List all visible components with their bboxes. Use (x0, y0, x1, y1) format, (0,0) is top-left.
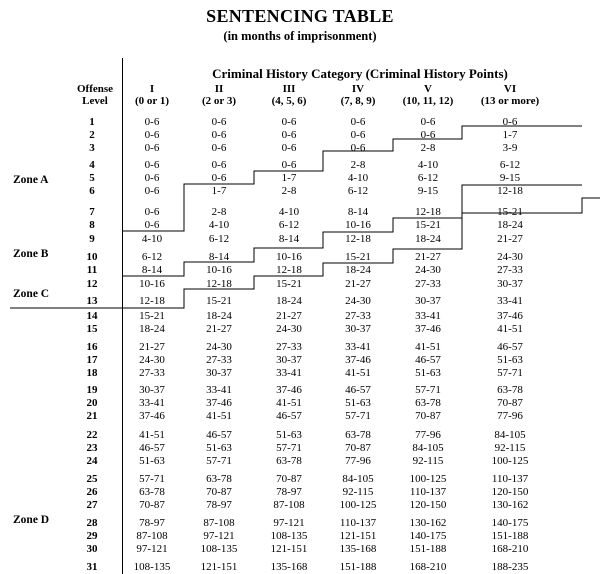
sentence-range-cell: 84-105 (494, 429, 526, 441)
sentence-range-cell: 92-115 (494, 442, 526, 454)
category-points: (0 or 1) (134, 95, 169, 107)
sentence-range-cell: 21-27 (345, 278, 371, 290)
sentence-range-cell: 135-168 (339, 543, 377, 555)
sentence-range-cell: 4-10 (208, 219, 230, 231)
sentence-range-cell: 27-33 (415, 278, 441, 290)
offense-level: 5 (89, 172, 95, 184)
sentence-range-cell: 84-105 (342, 473, 374, 485)
sentence-range-cell: 4-10 (347, 172, 369, 184)
sentence-range-cell: 108-135 (200, 543, 238, 555)
sentence-range-cell: 46-57 (206, 429, 232, 441)
sentence-range-cell: 51-63 (139, 455, 165, 467)
sentence-range-cell: 41-51 (276, 397, 302, 409)
sentence-range-cell: 51-63 (345, 397, 371, 409)
category-roman: VI (503, 83, 517, 95)
sentence-range-cell: 30-37 (206, 367, 232, 379)
offense-level: 2 (89, 129, 95, 141)
sentence-range-cell: 121-151 (339, 530, 377, 542)
sentence-range-cell: 0-6 (350, 142, 366, 154)
sentence-range-cell: 24-30 (415, 264, 441, 276)
sentence-range-cell: 37-46 (415, 323, 441, 335)
sentence-range-cell: 21-27 (415, 251, 441, 263)
sentence-range-cell: 15-21 (276, 278, 302, 290)
sentence-range-cell: 63-78 (497, 384, 523, 396)
sentence-range-cell: 168-210 (409, 561, 447, 573)
sentence-range-cell: 37-46 (276, 384, 302, 396)
sentence-range-cell: 63-78 (139, 486, 165, 498)
sentence-range-cell: 57-71 (276, 442, 302, 454)
sentence-range-cell: 27-33 (345, 310, 371, 322)
category-points: (10, 11, 12) (402, 95, 454, 107)
offense-level-header-line2: Level (82, 95, 108, 107)
sentence-range-cell: 8-14 (141, 264, 163, 276)
sentence-range-cell: 4-10 (417, 159, 439, 171)
sentence-range-cell: 51-63 (276, 429, 302, 441)
sentence-range-cell: 140-175 (491, 517, 529, 529)
sentence-range-cell: 33-41 (415, 310, 441, 322)
category-points: (13 or more) (480, 95, 540, 107)
sentence-range-cell: 27-33 (139, 367, 165, 379)
sentence-range-cell: 78-97 (139, 517, 165, 529)
offense-level: 22 (86, 429, 98, 441)
sentence-range-cell: 6-12 (208, 233, 230, 245)
offense-level: 1 (89, 116, 95, 128)
sentence-range-cell: 63-78 (276, 455, 302, 467)
sentence-range-cell: 0-6 (144, 206, 160, 218)
sentence-range-cell: 41-51 (139, 429, 165, 441)
sentence-range-cell: 0-6 (502, 116, 518, 128)
sentence-range-cell: 15-21 (415, 219, 441, 231)
sentence-range-cell: 63-78 (415, 397, 441, 409)
sentence-range-cell: 70-87 (497, 397, 523, 409)
category-roman: III (282, 83, 296, 95)
sentence-range-cell: 78-97 (276, 486, 302, 498)
sentence-range-cell: 12-18 (276, 264, 302, 276)
zone-b-label: Zone B (13, 248, 49, 260)
sentence-range-cell: 12-18 (345, 233, 371, 245)
sentence-range-cell: 0-6 (420, 129, 436, 141)
sentence-range-cell: 21-27 (276, 310, 302, 322)
category-roman: IV (351, 83, 365, 95)
sentence-range-cell: 3-9 (502, 142, 518, 154)
sentence-range-cell: 0-6 (144, 185, 160, 197)
offense-level: 4 (89, 159, 95, 171)
sentence-range-cell: 77-96 (415, 429, 441, 441)
sentence-range-cell: 33-41 (345, 341, 371, 353)
sentence-range-cell: 87-108 (273, 499, 305, 511)
sentence-range-cell: 46-57 (415, 354, 441, 366)
sentence-range-cell: 8-14 (347, 206, 369, 218)
sentence-range-cell: 41-51 (345, 367, 371, 379)
sentence-range-cell: 121-151 (200, 561, 238, 573)
zone-d-label: Zone D (13, 514, 50, 526)
sentence-range-cell: 10-16 (206, 264, 232, 276)
sentence-range-cell: 135-168 (270, 561, 308, 573)
sentence-range-cell: 108-135 (270, 530, 308, 542)
offense-level: 10 (86, 251, 98, 263)
sentence-range-cell: 37-46 (345, 354, 371, 366)
sentence-range-cell: 77-96 (345, 455, 371, 467)
sentence-range-cell: 21-27 (206, 323, 232, 335)
offense-level: 16 (86, 341, 98, 353)
page-title: SENTENCING TABLE (206, 6, 394, 26)
sentence-range-cell: 8-14 (278, 233, 300, 245)
offense-level: 21 (86, 410, 98, 422)
sentence-range-cell: 87-108 (203, 517, 235, 529)
sentence-range-cell: 33-41 (139, 397, 165, 409)
sentence-range-cell: 151-188 (409, 543, 447, 555)
offense-level: 6 (89, 185, 95, 197)
zone-c-label: Zone C (13, 288, 50, 300)
offense-level: 29 (86, 530, 98, 542)
offense-level: 28 (86, 517, 98, 529)
sentence-range-cell: 18-24 (415, 233, 441, 245)
sentence-range-cell: 0-6 (144, 219, 160, 231)
sentence-range-cell: 100-125 (409, 473, 447, 485)
category-points: (7, 8, 9) (340, 95, 376, 107)
sentence-range-cell: 27-33 (276, 341, 302, 353)
sentence-range-cell: 2-8 (281, 185, 297, 197)
sentence-range-cell: 0-6 (281, 116, 297, 128)
sentence-range-cell: 6-12 (417, 172, 439, 184)
category-roman: I (149, 83, 155, 95)
offense-level: 8 (89, 219, 95, 231)
category-points: (4, 5, 6) (271, 95, 307, 107)
sentence-range-cell: 33-41 (206, 384, 232, 396)
sentence-range-cell: 0-6 (144, 142, 160, 154)
sentence-range-cell: 51-63 (206, 442, 232, 454)
sentence-range-cell: 57-71 (497, 367, 523, 379)
sentence-range-cell: 30-37 (139, 384, 165, 396)
offense-level: 31 (86, 561, 98, 573)
sentence-range-cell: 110-137 (409, 486, 447, 498)
sentence-range-cell: 0-6 (281, 142, 297, 154)
sentence-range-cell: 70-87 (415, 410, 441, 422)
sentence-range-cell: 6-12 (347, 185, 369, 197)
sentence-range-cell: 30-37 (497, 278, 523, 290)
offense-level: 25 (86, 473, 98, 485)
sentence-range-cell: 41-51 (497, 323, 523, 335)
sentence-range-cell: 110-137 (491, 473, 529, 485)
sentence-range-cell: 130-162 (491, 499, 529, 511)
sentence-range-cell: 0-6 (211, 159, 227, 171)
sentence-range-cell: 12-18 (206, 278, 232, 290)
sentence-range-cell: 6-12 (141, 251, 163, 263)
offense-level: 17 (86, 354, 98, 366)
sentence-range-cell: 33-41 (276, 367, 302, 379)
sentence-range-cell: 37-46 (206, 397, 232, 409)
sentence-range-cell: 151-188 (339, 561, 377, 573)
offense-level: 12 (86, 278, 98, 290)
sentence-range-cell: 110-137 (339, 517, 377, 529)
sentence-range-cell: 30-37 (415, 295, 441, 307)
sentence-range-cell: 51-63 (497, 354, 523, 366)
sentence-range-cell: 46-57 (139, 442, 165, 454)
sentence-range-cell: 46-57 (497, 341, 523, 353)
sentence-range-cell: 2-8 (211, 206, 227, 218)
sentence-range-cell: 37-46 (497, 310, 523, 322)
sentence-range-cell: 97-121 (203, 530, 235, 542)
sentence-range-cell: 12-18 (415, 206, 441, 218)
sentence-range-cell: 140-175 (409, 530, 447, 542)
sentence-range-cell: 1-7 (502, 129, 518, 141)
sentence-range-cell: 0-6 (350, 129, 366, 141)
sentence-range-cell: 18-24 (276, 295, 302, 307)
offense-level: 24 (86, 455, 98, 467)
sentence-range-cell: 0-6 (281, 129, 297, 141)
sentence-range-cell: 87-108 (136, 530, 168, 542)
sentence-range-cell: 24-30 (276, 323, 302, 335)
criminal-history-heading: Criminal History Category (Criminal History Points) (212, 66, 508, 81)
page-subtitle: (in months of imprisonment) (223, 29, 377, 43)
sentence-range-cell: 6-12 (499, 159, 521, 171)
sentence-range-cell: 10-16 (345, 219, 371, 231)
sentence-range-cell: 12-18 (139, 295, 165, 307)
sentence-range-cell: 24-30 (497, 251, 523, 263)
category-roman: V (424, 83, 432, 95)
sentence-range-cell: 30-37 (276, 354, 302, 366)
offense-level: 11 (86, 264, 98, 276)
sentence-range-cell: 84-105 (412, 442, 444, 454)
offense-level: 27 (86, 499, 98, 511)
sentence-range-cell: 30-37 (345, 323, 371, 335)
sentence-range-cell: 24-30 (345, 295, 371, 307)
sentence-range-cell: 78-97 (206, 499, 232, 511)
sentence-range-cell: 92-115 (342, 486, 374, 498)
sentence-range-cell: 4-10 (141, 233, 163, 245)
sentence-range-cell: 0-6 (211, 172, 227, 184)
sentence-range-cell: 120-150 (491, 486, 529, 498)
sentence-range-cell: 37-46 (139, 410, 165, 422)
sentence-range-cell: 100-125 (339, 499, 377, 511)
sentence-range-cell: 188-235 (491, 561, 529, 573)
offense-level: 23 (86, 442, 98, 454)
sentence-range-cell: 21-27 (139, 341, 165, 353)
offense-level: 19 (86, 384, 98, 396)
sentence-range-cell: 18-24 (345, 264, 371, 276)
sentence-range-cell: 97-121 (273, 517, 305, 529)
sentence-range-cell: 0-6 (144, 116, 160, 128)
sentence-range-cell: 57-71 (415, 384, 441, 396)
sentence-range-cell: 77-96 (497, 410, 523, 422)
sentence-range-cell: 15-21 (345, 251, 371, 263)
sentence-range-cell: 15-21 (497, 206, 523, 218)
sentence-range-cell: 0-6 (211, 129, 227, 141)
sentence-range-cell: 15-21 (206, 295, 232, 307)
sentence-range-cell: 151-188 (491, 530, 529, 542)
sentence-range-cell: 57-71 (345, 410, 371, 422)
sentence-range-cell: 9-15 (417, 185, 439, 197)
sentence-range-cell: 0-6 (420, 116, 436, 128)
sentence-range-cell: 0-6 (144, 172, 160, 184)
sentence-range-cell: 92-115 (412, 455, 444, 467)
sentence-range-cell: 4-10 (278, 206, 300, 218)
sentence-range-cell: 70-87 (276, 473, 302, 485)
sentence-range-cell: 70-87 (139, 499, 165, 511)
offense-level: 13 (86, 295, 98, 307)
sentence-range-cell: 0-6 (144, 159, 160, 171)
sentence-range-cell: 2-8 (420, 142, 436, 154)
sentence-range-cell: 70-87 (345, 442, 371, 454)
sentence-range-cell: 9-15 (499, 172, 521, 184)
zone-a-label: Zone A (13, 174, 49, 186)
sentence-range-cell: 57-71 (206, 455, 232, 467)
sentence-range-cell: 18-24 (139, 323, 165, 335)
sentence-range-cell: 6-12 (278, 219, 300, 231)
offense-level: 9 (89, 233, 95, 245)
sentence-range-cell: 21-27 (497, 233, 523, 245)
sentence-range-cell: 46-57 (345, 384, 371, 396)
sentence-range-cell: 0-6 (281, 159, 297, 171)
sentence-range-cell: 0-6 (350, 116, 366, 128)
offense-level: 18 (86, 367, 98, 379)
sentence-range-cell: 130-162 (409, 517, 447, 529)
sentence-range-cell: 57-71 (139, 473, 165, 485)
sentence-range-cell: 0-6 (144, 129, 160, 141)
sentence-range-cell: 1-7 (211, 185, 227, 197)
sentence-range-cell: 100-125 (491, 455, 529, 467)
sentence-range-cell: 41-51 (415, 341, 441, 353)
sentence-range-cell: 51-63 (415, 367, 441, 379)
zone-a-boundary (122, 126, 582, 231)
offense-level: 15 (86, 323, 98, 335)
sentence-range-cell: 63-78 (206, 473, 232, 485)
sentence-range-cell: 41-51 (206, 410, 232, 422)
sentence-range-cell: 46-57 (276, 410, 302, 422)
sentence-range-cell: 1-7 (281, 172, 297, 184)
sentence-range-cell: 12-18 (497, 185, 523, 197)
offense-level: 26 (86, 486, 98, 498)
sentence-range-cell: 33-41 (497, 295, 523, 307)
sentence-range-cell: 70-87 (206, 486, 232, 498)
zone-b-boundary (122, 185, 582, 276)
category-points: (2 or 3) (201, 95, 236, 107)
sentence-range-cell: 63-78 (345, 429, 371, 441)
sentence-range-cell: 10-16 (276, 251, 302, 263)
sentence-range-cell: 24-30 (206, 341, 232, 353)
offense-level: 3 (89, 142, 95, 154)
sentence-range-cell: 108-135 (133, 561, 171, 573)
sentence-range-cell: 121-151 (270, 543, 308, 555)
sentence-range-cell: 97-121 (136, 543, 168, 555)
sentence-range-cell: 18-24 (206, 310, 232, 322)
offense-level-header-line1: Offense (76, 83, 114, 95)
sentence-range-cell: 0-6 (211, 116, 227, 128)
sentence-range-cell: 2-8 (350, 159, 366, 171)
sentence-range-cell: 27-33 (497, 264, 523, 276)
offense-level: 30 (86, 543, 98, 555)
sentence-range-cell: 15-21 (139, 310, 165, 322)
offense-level: 7 (89, 206, 95, 218)
sentence-range-cell: 8-14 (208, 251, 230, 263)
zone-c-boundary (10, 198, 600, 308)
sentence-range-cell: 27-33 (206, 354, 232, 366)
offense-level: 14 (86, 310, 98, 322)
sentence-range-cell: 18-24 (497, 219, 523, 231)
sentence-range-cell: 168-210 (491, 543, 529, 555)
sentence-range-cell: 24-30 (139, 354, 165, 366)
sentence-range-cell: 10-16 (139, 278, 165, 290)
offense-level: 20 (86, 397, 98, 409)
sentence-range-cell: 0-6 (211, 142, 227, 154)
sentence-range-cell: 120-150 (409, 499, 447, 511)
category-roman: II (214, 83, 224, 95)
